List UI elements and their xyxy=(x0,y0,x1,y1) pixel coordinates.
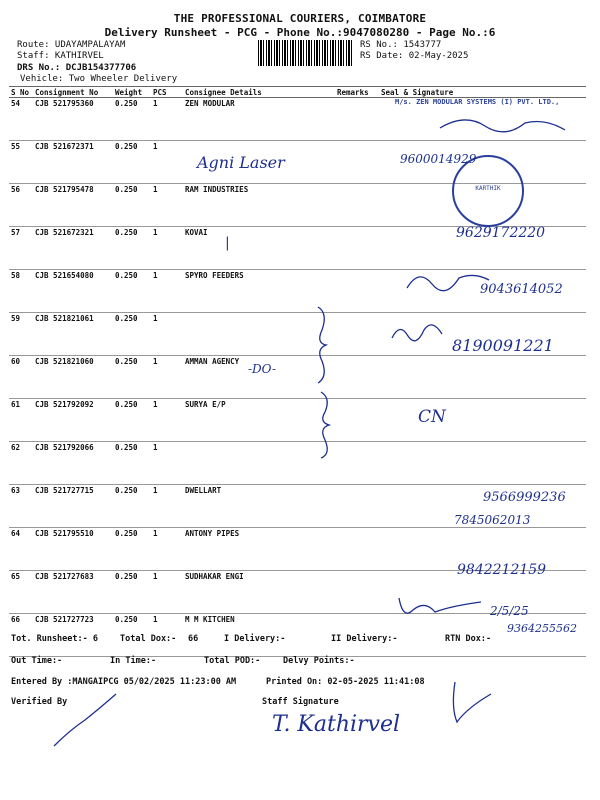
handwritten-phone-58: 9043614052 xyxy=(480,282,563,297)
check-mark-signature xyxy=(445,678,495,728)
row-sno: 55 xyxy=(9,141,33,184)
row-consignment-no: CJB 521821061 xyxy=(33,313,113,356)
row-sno: 57 xyxy=(9,227,33,270)
row-consignment-no: CJB 521795510 xyxy=(33,528,113,571)
row-seal-signature xyxy=(379,399,586,442)
row-consignee: RAM INDUSTRIES xyxy=(183,184,335,227)
row-remarks xyxy=(335,528,379,571)
row-pcs: 1 xyxy=(151,356,183,399)
row-sno: 65 xyxy=(9,571,33,614)
row-consignment-no: CJB 521672371 xyxy=(33,141,113,184)
row-pcs: 1 xyxy=(151,485,183,528)
i-delivery: I Delivery:- xyxy=(224,634,286,644)
col-header-seal: Seal & Signature xyxy=(379,87,586,98)
zen-stamp-text: M/s. ZEN MODULAR SYSTEMS (I) PVT. LTD., xyxy=(395,98,560,106)
row-weight: 0.250 xyxy=(113,442,151,485)
runsheet-subtitle: Delivery Runsheet - PCG - Phone No.:9047080280 - Page No.:6 xyxy=(104,26,496,39)
row-pcs: 1 xyxy=(151,614,183,657)
row-sno: 54 xyxy=(9,98,33,141)
row-consignee: M M KITCHEN xyxy=(183,614,335,657)
row-seal-signature xyxy=(379,356,586,399)
in-time: In Time:- xyxy=(110,656,157,666)
row-sno: 64 xyxy=(9,528,33,571)
total-dox-value: 66 xyxy=(188,634,199,644)
row-consignment-no: CJB 521654080 xyxy=(33,270,113,313)
rs-number: RS No.: 1543777 xyxy=(360,40,442,50)
row-consignee: SPYRO FEEDERS xyxy=(183,270,335,313)
row-consignment-no: CJB 521727683 xyxy=(33,571,113,614)
brace-59-60 xyxy=(312,305,332,385)
row-pcs: 1 xyxy=(151,313,183,356)
barcode xyxy=(258,40,353,66)
row-weight: 0.250 xyxy=(113,270,151,313)
row-weight: 0.250 xyxy=(113,98,151,141)
col-header-consignment: Consignment No xyxy=(33,87,113,98)
row-pcs: 1 xyxy=(151,227,183,270)
out-time: Out Time:- xyxy=(11,656,63,666)
row-consignment-no: CJB 521795360 xyxy=(33,98,113,141)
signature-scribble-58 xyxy=(404,266,494,294)
col-header-remarks: Remarks xyxy=(335,87,379,98)
signature-scribble-60 xyxy=(388,318,448,348)
row-remarks xyxy=(335,399,379,442)
row-seal-signature xyxy=(379,442,586,485)
row-pcs: 1 xyxy=(151,141,183,184)
staff-signature-label: Staff Signature xyxy=(262,697,339,707)
row-weight: 0.250 xyxy=(113,313,151,356)
route-label: Route: UDAYAMPALAYAM xyxy=(17,40,126,50)
col-header-weight: Weight xyxy=(113,87,151,98)
handwritten-cn: CN xyxy=(418,407,446,427)
row-sno: 62 xyxy=(9,442,33,485)
delvy-points: Delvy Points:- xyxy=(283,656,355,666)
col-header-pcs: PCS xyxy=(151,87,183,98)
table-row xyxy=(9,356,586,399)
rs-date: RS Date: 02-May-2025 xyxy=(360,51,469,61)
row-pcs: 1 xyxy=(151,98,183,141)
row-consignee: SUDHAKAR ENGI xyxy=(183,571,335,614)
row-pcs: 1 xyxy=(151,184,183,227)
row-consignment-no: CJB 521727715 xyxy=(33,485,113,528)
total-dox-label: Total Dox:- xyxy=(120,634,177,644)
row-remarks xyxy=(335,442,379,485)
signature-scribble-54 xyxy=(435,108,575,143)
row-consignee: KOVAI xyxy=(183,227,335,270)
row-remarks xyxy=(335,356,379,399)
handwritten-phone-66: 9364255562 xyxy=(507,622,577,635)
row-sno: 61 xyxy=(9,399,33,442)
handwritten-phone-57: 9629172220 xyxy=(456,225,546,241)
row-weight: 0.250 xyxy=(113,356,151,399)
row-pcs: 1 xyxy=(151,270,183,313)
row-consignee xyxy=(183,442,335,485)
table-row xyxy=(9,399,586,442)
row-remarks xyxy=(335,571,379,614)
handwritten-phone-65: 9842212159 xyxy=(457,562,547,578)
row-remarks xyxy=(335,184,379,227)
entered-by: Entered By :MANGAIPCG 05/02/2025 11:23:00 AM xyxy=(11,677,237,687)
handwritten-phone-63: 9566999236 xyxy=(483,490,566,505)
brace-61-62 xyxy=(315,390,335,460)
row-pcs: 1 xyxy=(151,442,183,485)
table-row xyxy=(9,442,586,485)
handwritten-agni-laser: Agni Laser xyxy=(197,153,285,172)
printed-on: Printed On: 02-05-2025 11:41:08 xyxy=(266,677,425,687)
row-remarks xyxy=(335,98,379,141)
row-pcs: 1 xyxy=(151,528,183,571)
row-weight: 0.250 xyxy=(113,571,151,614)
vehicle-label: Vehicle: Two Wheeler Delivery xyxy=(20,74,178,84)
table-header-row xyxy=(9,87,586,98)
staff-handwritten-signature: T. Kathirvel xyxy=(272,712,401,737)
staff-label: Staff: KATHIRVEL xyxy=(17,51,104,61)
row-consignee: DWELLART xyxy=(183,485,335,528)
row-remarks xyxy=(335,227,379,270)
row-consignee: ANTONY PIPES xyxy=(183,528,335,571)
row-weight: 0.250 xyxy=(113,614,151,657)
row-consignment-no: CJB 521672321 xyxy=(33,227,113,270)
row-weight: 0.250 xyxy=(113,399,151,442)
row-weight: 0.250 xyxy=(113,227,151,270)
handwritten-date-66: 2/5/25 xyxy=(490,604,529,618)
row-consignment-no: CJB 521727723 xyxy=(33,614,113,657)
row-consignee: ZEN MODULAR xyxy=(183,98,335,141)
col-header-sno: S No xyxy=(9,87,33,98)
row-pcs: 1 xyxy=(151,399,183,442)
company-title: THE PROFESSIONAL COURIERS, COIMBATORE xyxy=(173,12,427,25)
verified-by: Verified By xyxy=(11,697,68,707)
row-consignment-no: CJB 521792092 xyxy=(33,399,113,442)
row-weight: 0.250 xyxy=(113,485,151,528)
row-sno: 59 xyxy=(9,313,33,356)
row-weight: 0.250 xyxy=(113,184,151,227)
rtn-dox: RTN Dox:- xyxy=(445,634,492,644)
row-pcs: 1 xyxy=(151,571,183,614)
row-sno: 56 xyxy=(9,184,33,227)
col-header-consignee: Consignee Details xyxy=(183,87,335,98)
row-weight: 0.250 xyxy=(113,528,151,571)
row-sno: 63 xyxy=(9,485,33,528)
row-consignment-no: CJB 521821060 xyxy=(33,356,113,399)
tot-runsheet: Tot. Runsheet:- 6 xyxy=(11,634,98,644)
total-pod: Total POD:- xyxy=(204,656,261,666)
row-remarks xyxy=(335,313,379,356)
signature-scribble-66 xyxy=(395,592,485,622)
drs-number: DRS No.: DCJB154377706 xyxy=(17,63,137,73)
row-sno: 60 xyxy=(9,356,33,399)
row-remarks xyxy=(335,485,379,528)
row-remarks xyxy=(335,270,379,313)
row-consignee: SURYA E/P xyxy=(183,399,335,442)
handwritten-ditto: -DO- xyxy=(248,362,277,376)
row-remarks xyxy=(335,141,379,184)
row-consignment-no: CJB 521792066 xyxy=(33,442,113,485)
handwritten-mark-57: | xyxy=(225,235,230,251)
row-weight: 0.250 xyxy=(113,141,151,184)
row-sno: 66 xyxy=(9,614,33,657)
handwritten-phone-64: 7845062013 xyxy=(454,513,531,527)
row-consignee: AMMAN AGENCY xyxy=(183,356,335,399)
row-sno: 58 xyxy=(9,270,33,313)
round-seal: KARTHIK xyxy=(452,155,524,227)
handwritten-phone-55: 9600014929 xyxy=(400,152,477,166)
row-consignment-no: CJB 521795478 xyxy=(33,184,113,227)
ii-delivery: II Delivery:- xyxy=(331,634,398,644)
verified-signature xyxy=(50,690,120,750)
handwritten-phone-60: 8190091221 xyxy=(452,336,554,355)
